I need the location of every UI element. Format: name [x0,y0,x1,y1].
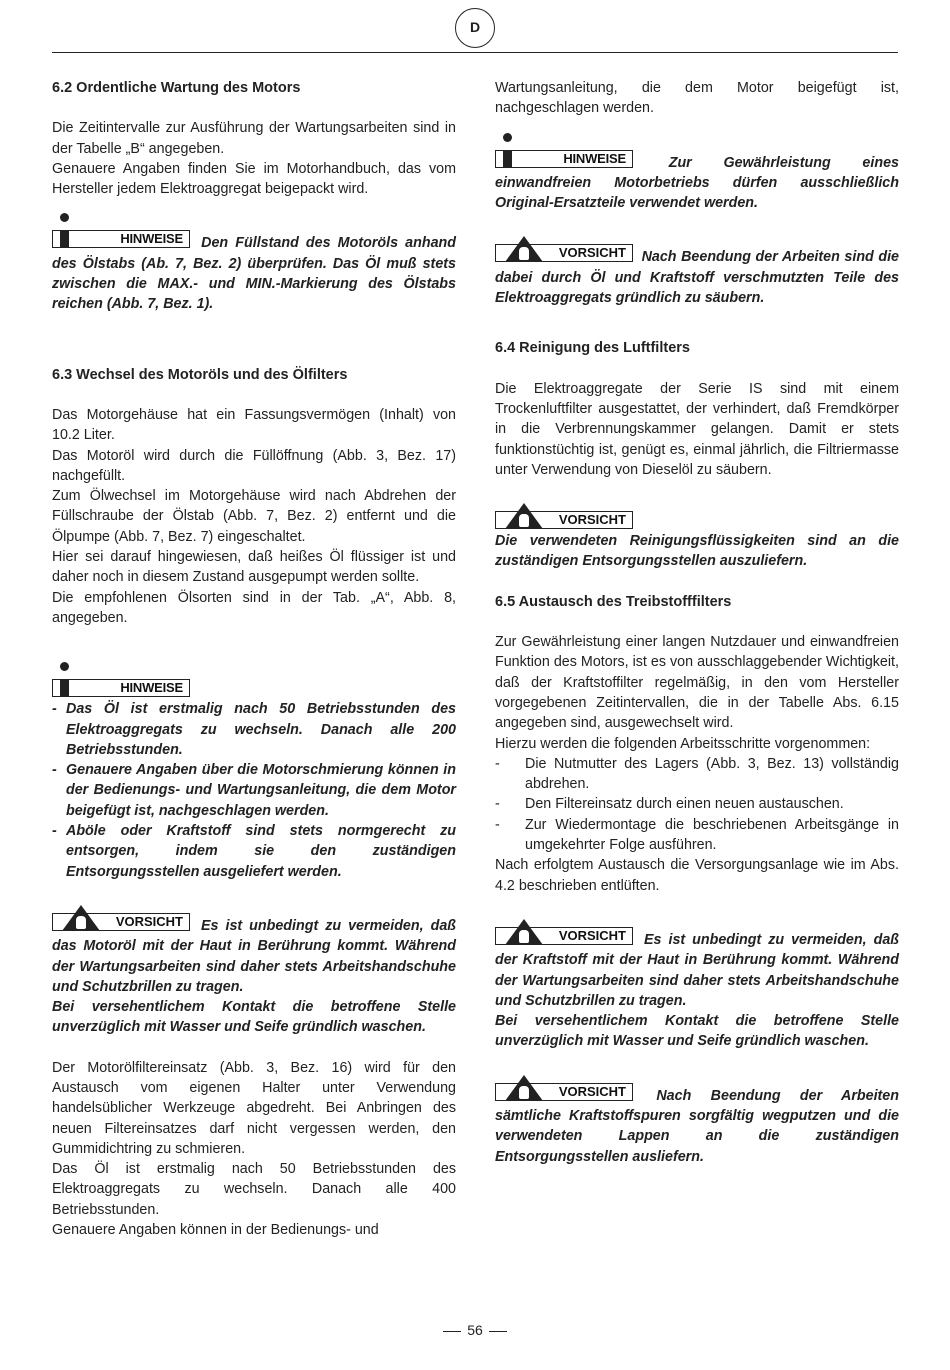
left-column [52,78,456,1240]
list-item: - Genauere Angaben über die Motorschmierung können in der Bedienungs- und Wartungsanleitung, die dem Motor beigefügt ist, nachgeschlagen werden. [52,760,456,821]
paragraph: Hierzu werden die folgenden Arbeitsschritte vorgenommen: [495,735,871,752]
paragraph: Die Zeitintervalle zur Ausführung der Wartungsarbeiten sind in der Tabelle „B“ angegeben. [52,120,456,157]
paragraph: Das Öl ist erstmalig nach 50 Betriebsstunden des Elektroaggregats zu wechseln. Danach alle 400 Betriebsstunden. [52,1161,456,1218]
warning-text: Nach Beendung der Arbeiten sämtliche Kraftstoffspuren sorgfältig wegputzen und die verwendeten Lappen an die zuständigen Entsorgungsstellen ausliefern. [495,1087,899,1165]
note-text: Den Füllstand des Motoröls anhand des Ölstabs (Ab. 7, Bez. 2) überprüfen. Das Öl muß stets zwischen die MAX.- und MIN.-Markierung des Ölstabs reichen (Abb. 7, Bez. 1). [52,235,456,313]
paragraph: Zur Gewährleistung einer langen Nutzdauer und einwandfreien Funktion des Motors, ist es von ausschlaggebender Wichtigkeit, daß der Kraftstoffilter regelmäßig, in den vom Hersteller vorgegebenen Zeitintervallen, die in der Tabelle Abs. 6.15 angegeben sind, ausgewechselt wird. [495,634,899,732]
warning-icon: VORSICHT [495,1082,633,1101]
warning-text: Bei versehentlichem Kontakt die betroffene Stelle unverzüglich mit Wasser und Seife gründlich waschen. [495,1013,899,1050]
warning-icon: VORSICHT [495,926,633,945]
warning-text: Es ist unbedingt zu vermeiden, daß der Kraftstoff mit der Haut in Berührung kommt. Während der Wartungsarbeiten sind daher stets Arbeitshandschuhe und Schutzbrillen zu tragen. [495,931,899,1009]
note-block [495,149,899,214]
list-item: - Aböle oder Kraftstoff sind stets normgerecht zu entsorgen, indem sie den zuständigen Entsorgungsstellen ausgeliefert werden. [52,821,456,882]
steps-list [495,754,899,855]
warning-text: Es ist unbedingt zu vermeiden, daß das Motoröl mit der Haut in Berührung kommt. Während der Wartungsarbeiten sind daher stets Arbeitshandschuhe und Schutzbrillen zu tragen. [52,917,456,995]
paragraph: Zum Ölwechsel im Motorgehäuse wird nach Abdrehen der Füllschraube der Ölstab (Abb. 7, Bez. 2) entfernt und die Ölpumpe (Abb. 7, Bez. 7) eingeschaltet. [52,488,456,545]
section-heading-6-2: 6.2 Ordentliche Wartung des Motors [52,80,301,96]
section-heading-6-3: 6.3 Wechsel des Motoröls und des Ölfilters [52,366,348,383]
list-item: - Den Filtereinsatz durch einen neuen austauschen. [495,794,899,814]
list-item: - Das Öl ist erstmalig nach 50 Betriebsstunden des Elektroaggregats zu wechseln. Danach alle 200 Betriebsstunden. [52,699,456,760]
paragraph: Wartungsanleitung, die dem Motor beigefügt ist, nachgeschlagen werden. [495,80,899,117]
warning-block [52,912,456,997]
warning-block [495,1082,899,1167]
warning-text: Die verwendeten Reinigungsflüssigkeiten sind an die zuständigen Entsorgungsstellen auszuliefern. [495,533,899,570]
warning-icon: VORSICHT [495,510,633,529]
list-item: - Die Nutmutter des Lagers (Abb. 3, Bez. 13) vollständig abdrehen. [495,754,899,795]
warning-block [495,243,899,308]
warning-text: Bei versehentlichem Kontakt die betroffene Stelle unverzüglich mit Wasser und Seife gründlich waschen. [52,999,456,1036]
warning-icon: VORSICHT [52,912,190,931]
paragraph: Das Motorgehäuse hat ein Fassungsvermögen (Inhalt) von 10.2 Liter. [52,406,456,444]
language-badge: D [455,8,495,48]
info-icon: HINWEISE [52,678,190,697]
paragraph: Genauere Angaben finden Sie im Motorhandbuch, das vom Hersteller jedem Elektroaggregat beigepackt wird. [52,160,456,198]
paragraph: Hier sei darauf hingewiesen, daß heißes Öl flüssiger ist und daher noch in diesem Zustand ausgepumpt werden sollte. [52,549,456,586]
right-column [495,78,899,1167]
paragraph: Die empfohlenen Ölsorten sind in der Tab. „A“, Abb. 8, angegeben. [52,589,456,626]
warning-block [495,926,899,1011]
section-heading-6-4: 6.4 Reinigung des Luftfilters [495,340,690,357]
note-text: Zur Gewährleistung eines einwandfreien Motorbetriebs dürfen ausschließlich Original-Ersatzteile verwendet werden. [495,154,899,212]
paragraph: Genauere Angaben können in der Bedienungs- und [52,1222,379,1239]
paragraph: Die Elektroaggregate der Serie IS sind mit einem Trockenluftfilter ausgestattet, der verhindert, daß Fremdkörper in die Verbrennungskammer gelangen. Damit er stets funktionstüchtig ist, genügt es, einmal jährlich, die Filtriermasse unter Verwendung von Dieselöl zu säubern. [495,380,899,478]
note-block [52,229,456,314]
page-number: 56 [467,1322,483,1338]
list-item: - Zur Wiedermontage die beschriebenen Arbeitsgänge in umgekehrter Folge ausführen. [495,815,899,856]
paragraph: Nach erfolgtem Austausch die Versorgungsanlage wie im Abs. 4.2 beschrieben entlüften. [495,857,899,894]
page-footer [0,1322,950,1338]
info-icon: HINWEISE [52,229,190,248]
warning-icon: VORSICHT [495,243,633,262]
paragraph: Das Motoröl wird durch die Füllöffnung (Abb. 3, Bez. 17) nachgefüllt. [52,447,456,484]
paragraph: Der Motorölfiltereinsatz (Abb. 3, Bez. 16) wird für den Austausch vom eigenen Halter unter Verwendung handelsüblicher Werkzeuge abgedreht. Bei Anbringen des neuen Filtereinsatzes darf nicht vergessen werden, den Gummidichtring zu schmieren. [52,1059,456,1157]
header-rule [52,52,898,53]
note-list [52,699,456,882]
info-icon: HINWEISE [495,149,633,168]
section-heading-6-5: 6.5 Austausch des Treibstofffilters [495,593,732,610]
warning-text: Nach Beendung der Arbeiten sind die dabei durch Öl und Kraftstoff verschmutzten Teile des Elektroaggregats gründlich zu säubern. [495,249,900,307]
